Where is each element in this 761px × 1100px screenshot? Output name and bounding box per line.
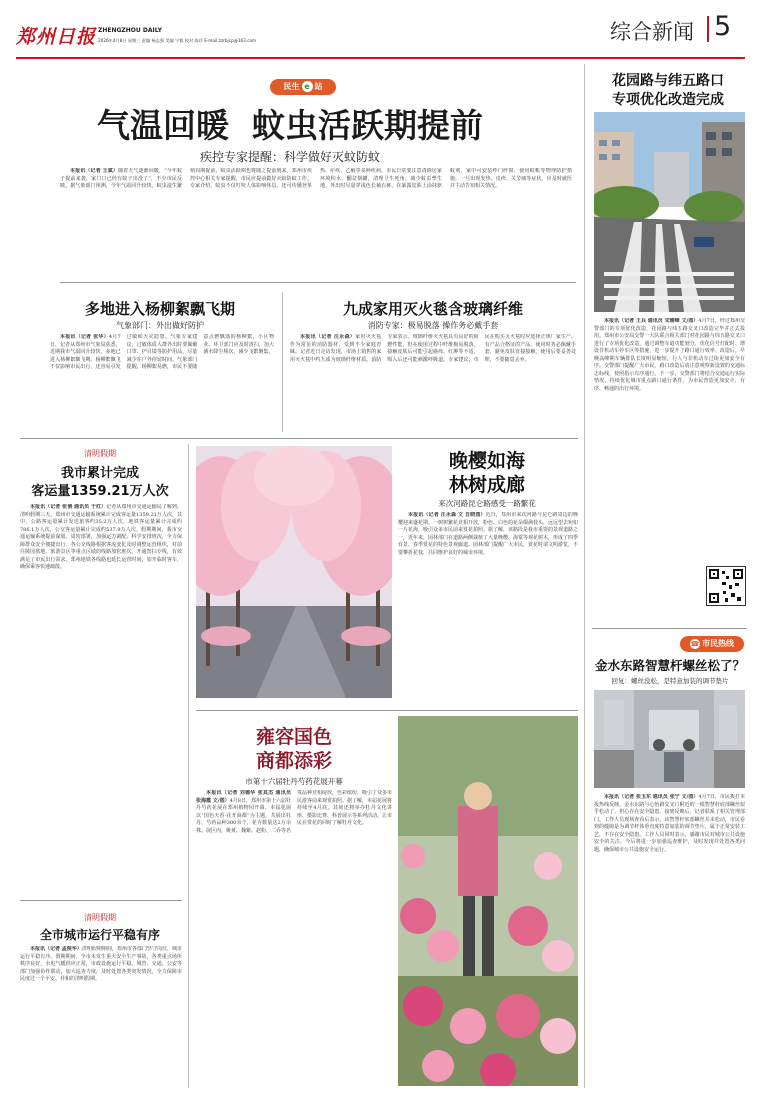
cherry-text: 近日，郑州市来次河路与昆仑路周边的晚樱迎来盛花期。一树树繁花竞相开放，粉色、白色的花朵缀满枝头，远远望去宛如一片花海，吸引众多市民前来赏花拍照。据了解，该路段是我市重要的景观道路之一，近年来，园林部门在道路两侧栽植了大量晚樱、海棠等观花树木，形成了四季有景、春季赏花的特色景观廊道。园林部门提醒广大市民，赏花时请文明游览，不要攀折花枝，共同维护良好的城市环境。 <box>398 512 578 556</box>
peony-body <box>196 790 392 1086</box>
date-line: 2026年4月8日 星期三 责编 杨志强 美编 宁毅 校对 陈玲 E-mail:zzrbjcp@163.com <box>98 38 257 43</box>
phone-icon: ☎ <box>690 640 700 648</box>
parking-body <box>20 504 182 894</box>
peony-subhead: 市第十六届牡丹芍药花展开幕 <box>245 777 343 786</box>
cherry-headline-1: 晚樱如海 <box>448 450 525 472</box>
road-headline-1: 花园路与纬五路口 <box>612 73 724 89</box>
safety-text: 清明假期期间，郑州市各部门坚守岗位，城市运行平稳有序。假期期间，全市未发生重大安全生产事故，各类重点场所秩序良好，水电气暖供应正常，市政设施运行平稳。城管、交通、公安等部门加强协作联动，加大巡查力度，及时处置各类突发情况，全力保障市民度过一个平安、祥和的清明假期。 <box>20 946 182 982</box>
hotline-label <box>680 636 744 652</box>
road-text: 4月7日，经过郑州交警部门的专项优化改造，花园路与纬五路交叉口改造完毕并正式投用。郑州市公安局交警一大队联合相关部门对花园路与纬五路交叉口进行了专项优化改造，通过调整车道功能划分、优化信号灯配时、增设非机动车停车区等措施，进一步提升了路口通行效率。改造后，早晚高峰期车辆排队长度明显缩短，行人与非机动车过街更加安全有序。交警部门提醒广大市民，路口改造后请注意观察新设置的交通标志标线，按照指示有序通行。下一步，交警部门将结合交通运行实际情况，持续优化城市重点路口通行条件，为市民营造更加安全、有序、畅通的出行环境。 <box>594 318 745 392</box>
peony-text: 4月8日，郑州市第十六届牡丹芍药花展在郑州植物园开幕。本届花展以“国色天香·花开商都”为主题，共展出牡丹、芍药品种300余个，花卉数量达2万余株。展区内，姚黄、魏紫、赵粉、二乔等名贵品种竞相绽放，色彩缤纷，吸引了众多市民游客前来观赏拍照。据了解，本届花展将持续至4月底，其间还将举办牡丹文化讲座、摄影比赛、科普展示等系列活动，让市民在赏花的同时了解牡丹文化。 <box>196 790 392 834</box>
peony-photo <box>398 716 578 1086</box>
lead-byline: 本报讯（记者 王斌） <box>70 168 118 174</box>
section-title: 综合新闻 <box>610 20 694 44</box>
rule-left-column <box>188 444 189 1088</box>
cherry-subhead: 来次河路昆仑路感受一路繁花 <box>438 499 536 508</box>
rule-mid-bottom <box>20 438 578 439</box>
paper-name: ZHENGZHOU DAILY <box>98 27 162 34</box>
peony-byline: 本报讯（记者 刘德华 张其杰 通讯员 张海霞 文/图） <box>196 790 291 804</box>
hotline-headline: 金水东路智慧杆螺丝松了？ <box>594 658 745 673</box>
fire-headline: 九成家用灭火毯含玻璃纤维 <box>342 300 523 318</box>
road-headline-2: 专项优化改造完成 <box>612 92 724 108</box>
peony-headline-1: 雍容国色 <box>255 726 332 748</box>
poplar-text: 4月7日，记者从郑州市气象局获悉，近期我市气温回升较快，多地已进入杨柳絮飘飞期。杨柳絮飘飞不仅影响市民出行，还容易引发过敏和火灾隐患。气象专家建议，过敏体质人群外出时要佩戴口罩、护目镜等防护用品，尽量减少在户外停留时间。气象部门提醒，杨柳絮易燃，市民不要随意点燃飘落的杨柳絮，小区物业、环卫部门应及时清扫，加大洒水降尘频次，减少飞絮聚集。 <box>50 334 274 370</box>
poplar-subhead: 气象部门：外出做好防护 <box>116 321 204 330</box>
rule-lead-bottom <box>60 282 576 283</box>
badge-e-icon: e <box>302 81 313 92</box>
peony-headline-2: 商都添彩 <box>255 750 332 772</box>
parking-headline-2: 客运量1359.21万人次 <box>31 484 169 499</box>
hotline-subhead: 回复：螺丝没松，是特意加装的调节垫片 <box>611 677 729 685</box>
parking-text: 记者从郑州市交通运输局了解到，清明假期三天，郑州市交通运输系统累计完成客运量1359.21万人次，其中，公路客运量累计发送旅客约35.2万人次，地铁客运量累计完成约786.1万人次，公交客运量累计完成约537.9万人次。假期期间，我市交通运输系统提前谋划、周密部署，加强运力调配，科学安排班次，全力保障群众安全便捷出行。各公交线路根据客流变化及时调整运营组织，对前往陵园墓地、旅游景区等重点区域的线路加密班次，开通祭扫专线，有效满足了市民出行需求。郑州地铁各线路也延长运营时间，加开临时客车，确保乘客快速疏散。 <box>20 504 182 570</box>
masthead <box>0 0 761 60</box>
lead-subhead: 疾控专家提醒：科学做好灭蚊防蚊 <box>199 150 380 164</box>
road-byline: 本报讯（记者 王兵 通讯员 宋辅峰 文/图） <box>604 318 699 324</box>
lead-body <box>60 168 572 266</box>
parking-headline-1: 我市累计完成 <box>60 466 139 481</box>
cherry-photo-image <box>196 446 392 698</box>
poplar-headline: 多地进入杨柳絮飘飞期 <box>84 300 235 318</box>
section-divider <box>707 16 709 42</box>
lead-text: 随着天气逐渐回暖，“今年蚊子提前来袭，家门口已经有蚊子出没了”，不少市民反映。据气象部门预测，今年气温回升较快，蚊虫滋生繁殖周期提前，蚊虫活跃期也将随之提前到来。郑州市疾控中心相关专家提醒，市民应提前做好灭蚊防蚊工作。专家介绍，蚊虫不仅叮咬人体影响休息，还可传播登革热、疟疾、乙脑等多种疾病。市民日常要注意清除居家环境积水，翻盆倒罐，清理卫生死角，减少蚊虫孳生地。外出时尽量穿浅色长袖衣裤，在暴露皮肤上涂抹驱蚊剂，家中可安装纱门纱窗、使用蚊帐等物理防护措施。一旦出现发热、皮疹、关节痛等症状，应及时就医并主动告知相关情况。 <box>60 168 572 189</box>
poplar-body <box>50 334 274 430</box>
hotline-photo <box>594 690 745 788</box>
poplar-byline: 本报讯（记者 张华） <box>60 334 109 340</box>
hotline-photo-image <box>594 690 745 788</box>
cherry-headline-2: 林树成廊 <box>448 474 525 496</box>
rule-cherry-bottom <box>196 710 578 711</box>
parking-byline: 本报讯（记者 张倩 通讯员 于红） <box>30 504 107 510</box>
rule-hotline-top <box>592 628 747 629</box>
hotline-text: 4月7日，市民拨打本报热线反映，金水东路与心怡路交叉口附近的一根智慧杆底部螺丝似乎松动了，担心存在安全隐患。接到反映后，记者联系了相关管理部门。工作人员现场查看后表示，该智慧杆底部螺丝并未松动，市民看到的缝隙是为调节杆体垂直度特意加装的调节垫片，属于正常安装工艺，不存在安全隐患。工作人员同时表示，感谢市民对城市公共设施安全的关注，今后将进一步加强巡查维护，及时发现并处置各类问题，确保城市公共设施安全运行。 <box>594 794 745 853</box>
lead-badge <box>270 79 336 95</box>
fire-subhead: 消防专家：极易脱落 操作务必戴手套 <box>367 321 499 330</box>
qr-code <box>706 566 746 606</box>
hotline-byline: 本报讯（记者 张玉东 通讯员 张宁 文/图） <box>604 794 699 800</box>
cherry-photo <box>196 446 392 698</box>
rule-left-mid <box>20 900 182 901</box>
cherry-body <box>398 512 578 712</box>
masthead-logo: 郑州日报 <box>16 26 97 48</box>
cherry-byline: 本报讯（记者 汪永森 文 自晓图） <box>408 512 486 518</box>
peony-photo-image <box>398 716 578 1086</box>
rule-right-column <box>584 64 585 1088</box>
qr-code-image <box>707 567 745 605</box>
badge-suffix: 站 <box>314 82 323 91</box>
road-photo-image <box>594 112 745 312</box>
fire-text: 家用灭火毯作为常见的消防器材，受到不少家庭青睐。记者近日走访发现，市场上销售的家用灭火毯中约九成为玻璃纤维材质。消防专家表示，玻璃纤维灭火毯具有良好的阻燃性能，但在使用过程中纤维极易脱落，接触皮肤后可能引起瘙痒、红肿等不适，吸入后还可能刺激呼吸道。专家建议，市民在购买灭火毯时应选择正规厂家生产、有产品合格证的产品，使用时务必佩戴手套，避免皮肤直接接触，使用后要妥善处理，不要随意丢弃。 <box>290 334 576 363</box>
safety-byline: 本报讯（记者 孟俊华） <box>30 946 82 952</box>
fire-body <box>290 334 576 430</box>
fire-byline: 本报讯（记者 汪永森） <box>300 334 356 340</box>
page-number: 5 <box>714 11 732 42</box>
parking-kicker: 清明假期 <box>84 449 116 458</box>
road-photo <box>594 112 745 312</box>
hotline-label-text: 市民热线 <box>702 639 734 648</box>
hotline-body <box>594 794 745 1086</box>
safety-body <box>20 946 182 1086</box>
safety-headline: 全市城市运行平稳有序 <box>39 928 160 942</box>
rule-mid-1 <box>282 292 283 432</box>
badge-text: 民生 <box>283 82 300 91</box>
lead-headline: 气温回暖 蚊虫活跃期提前 <box>97 106 483 145</box>
safety-kicker: 清明假期 <box>84 913 116 922</box>
masthead-rule <box>16 57 745 59</box>
